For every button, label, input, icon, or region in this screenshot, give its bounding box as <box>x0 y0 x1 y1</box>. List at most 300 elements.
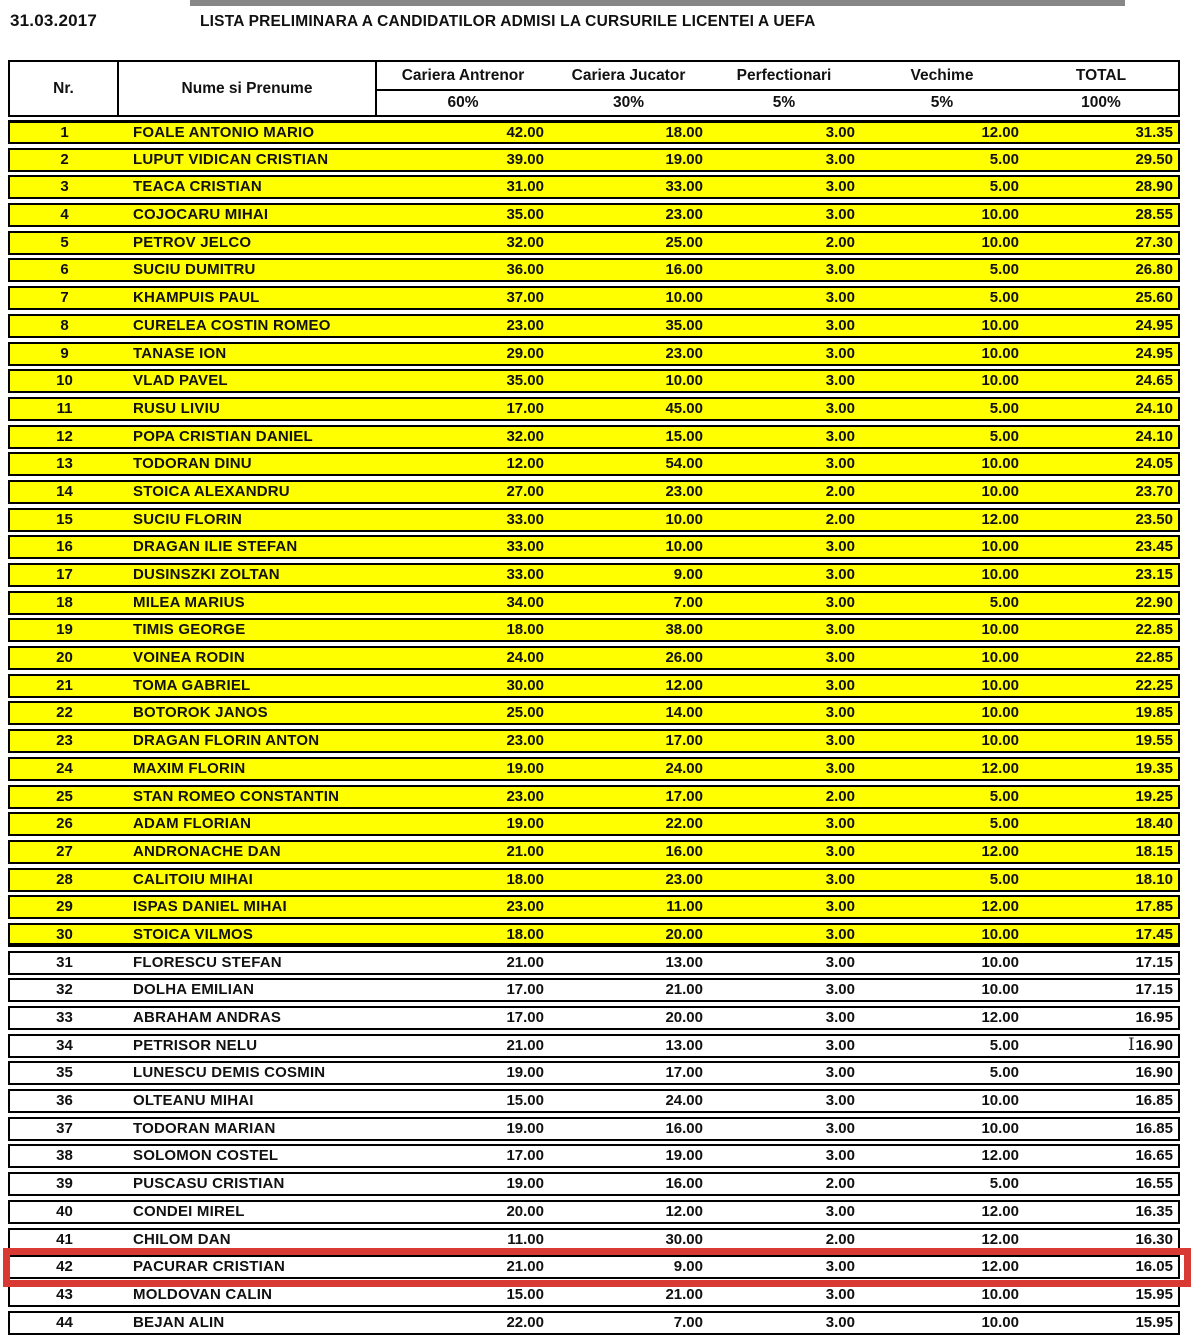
cariera-antrenor-score: 20.00 <box>506 1202 544 1220</box>
perfectionari-score: 3.00 <box>825 981 855 999</box>
perfectionari-score: 3.00 <box>825 316 855 334</box>
total-score: 28.90 <box>1135 178 1173 196</box>
total-score: 25.60 <box>1135 289 1173 307</box>
table-row <box>8 535 1180 559</box>
row-number: 18 <box>56 593 73 611</box>
row-number: 31 <box>56 953 73 971</box>
candidate-name: LUPUT VIDICAN CRISTIAN <box>133 150 329 168</box>
cariera-antrenor-score: 15.00 <box>506 1285 544 1303</box>
total-score: 15.95 <box>1135 1313 1173 1331</box>
total-score: 16.95 <box>1135 1009 1173 1026</box>
total-score: 27.30 <box>1135 233 1173 251</box>
vechime-score: 10.00 <box>981 732 1019 750</box>
perfectionari-score: 3.00 <box>825 676 855 694</box>
total-score: 17.15 <box>1135 981 1173 999</box>
row-number: 2 <box>60 150 69 168</box>
candidate-name: DOLHA EMILIAN <box>133 981 255 999</box>
perfectionari-score: 3.00 <box>825 566 855 583</box>
perfectionari-score: 3.00 <box>825 372 855 390</box>
total-score: 19.35 <box>1135 759 1173 777</box>
perfectionari-score: 3.00 <box>825 1036 855 1054</box>
cariera-jucator-score: 24.00 <box>665 759 703 777</box>
perfectionari-score: 3.00 <box>825 759 855 777</box>
cariera-antrenor-score: 12.00 <box>506 455 544 473</box>
total-score: 17.85 <box>1135 898 1173 916</box>
table-row <box>8 425 1180 449</box>
vechime-score: 5.00 <box>989 787 1019 805</box>
vechime-score: 12.00 <box>981 1009 1019 1026</box>
cariera-jucator-score: 26.00 <box>665 649 703 667</box>
vechime-score: 10.00 <box>981 566 1019 583</box>
table-rows <box>8 120 1180 1335</box>
row-number: 9 <box>60 344 69 362</box>
total-score: 19.25 <box>1135 787 1173 805</box>
vechime-score: 10.00 <box>981 1092 1019 1110</box>
row-number: 1 <box>60 124 69 141</box>
table-row <box>8 701 1180 725</box>
perfectionari-score: 3.00 <box>825 1147 855 1165</box>
vechime-score: 10.00 <box>981 372 1019 390</box>
cariera-antrenor-score: 17.00 <box>506 1009 544 1026</box>
vechime-score: 5.00 <box>989 261 1019 279</box>
total-score: 28.55 <box>1135 206 1173 224</box>
total-score: 16.90 <box>1135 1064 1173 1082</box>
perfectionari-score: 3.00 <box>825 289 855 307</box>
candidate-name: CONDEI MIREL <box>133 1202 245 1220</box>
vechime-score: 10.00 <box>981 206 1019 224</box>
perfectionari-score: 3.00 <box>825 870 855 888</box>
scan-artifact-strip <box>190 0 1125 6</box>
candidate-name: BEJAN ALIN <box>133 1313 225 1331</box>
total-score: 24.95 <box>1135 344 1173 362</box>
row-number: 25 <box>56 787 73 805</box>
total-score: 23.15 <box>1135 566 1173 583</box>
perfectionari-score: 3.00 <box>825 925 855 943</box>
cariera-jucator-score: 38.00 <box>665 621 703 639</box>
row-number: 37 <box>56 1119 73 1137</box>
candidate-name: ANDRONACHE DAN <box>133 842 281 860</box>
title-suffix: A CANDIDATILOR ADMISI LA CURSURILE LICENTEI A UEFA <box>357 13 816 30</box>
candidate-name: MAXIM FLORIN <box>133 759 246 777</box>
cariera-jucator-score: 45.00 <box>665 399 703 417</box>
total-score: 16.05 <box>1135 1258 1173 1276</box>
table-row <box>8 978 1180 1002</box>
total-score: 22.85 <box>1135 649 1173 667</box>
vechime-score: 10.00 <box>981 621 1019 639</box>
vechime-score: 12.00 <box>981 1147 1019 1165</box>
row-number: 4 <box>60 206 69 224</box>
vechime-score: 10.00 <box>981 649 1019 667</box>
table-row <box>8 591 1180 615</box>
perfectionari-score: 3.00 <box>825 953 855 971</box>
candidate-name: DRAGAN ILIE STEFAN <box>133 538 298 556</box>
vechime-score: 10.00 <box>981 455 1019 473</box>
cariera-jucator-score: 23.00 <box>665 482 703 500</box>
cariera-antrenor-score: 18.00 <box>506 621 544 639</box>
candidate-name: TOMA GABRIEL <box>133 676 251 694</box>
vechime-score: 5.00 <box>989 1064 1019 1082</box>
table-row <box>8 1172 1180 1196</box>
table-header <box>8 60 1180 117</box>
total-score: 19.85 <box>1135 704 1173 722</box>
vechime-score: 12.00 <box>981 759 1019 777</box>
perfectionari-score: 3.00 <box>825 732 855 750</box>
vechime-score: 10.00 <box>981 344 1019 362</box>
cariera-jucator-score: 11.00 <box>666 898 703 916</box>
table-row <box>8 868 1180 892</box>
total-score: 18.15 <box>1135 842 1173 860</box>
total-score: 23.70 <box>1135 482 1173 500</box>
cariera-antrenor-score: 15.00 <box>506 1092 544 1110</box>
row-number: 30 <box>56 925 73 943</box>
row-number: 34 <box>56 1036 73 1054</box>
perfectionari-score: 3.00 <box>825 1313 855 1331</box>
perfectionari-score: 3.00 <box>825 206 855 224</box>
vechime-score: 5.00 <box>989 427 1019 445</box>
cariera-jucator-score: 54.00 <box>665 455 703 473</box>
candidate-name: MOLDOVAN CALIN <box>133 1285 273 1303</box>
candidates-table <box>8 60 1180 1331</box>
vechime-score: 10.00 <box>981 482 1019 500</box>
table-row <box>8 342 1180 366</box>
table-row <box>8 203 1180 227</box>
total-score: 31.35 <box>1135 124 1173 141</box>
perfectionari-score: 3.00 <box>825 593 855 611</box>
cariera-antrenor-score: 35.00 <box>506 372 544 390</box>
cariera-antrenor-score: 11.00 <box>507 1230 544 1248</box>
document-date: 31.03.2017 <box>10 11 98 30</box>
candidate-name: CHILOM DAN <box>133 1230 231 1248</box>
total-score: 22.85 <box>1135 621 1173 639</box>
cariera-jucator-score: 23.00 <box>665 870 703 888</box>
row-number: 21 <box>56 676 73 694</box>
cariera-antrenor-score: 19.00 <box>506 759 544 777</box>
table-row <box>8 729 1180 753</box>
perfectionari-score: 3.00 <box>825 1092 855 1110</box>
vechime-score: 5.00 <box>989 399 1019 417</box>
table-row <box>8 120 1180 144</box>
table-row <box>8 397 1180 421</box>
candidate-name: PACURAR CRISTIAN <box>133 1258 286 1276</box>
table-row <box>8 646 1180 670</box>
total-score: 18.40 <box>1135 815 1173 833</box>
row-number: 26 <box>56 815 73 833</box>
table-row <box>8 757 1180 781</box>
candidate-name: TANASE ION <box>133 344 227 362</box>
perfectionari-score: 3.00 <box>825 1064 855 1082</box>
cariera-jucator-score: 17.00 <box>665 732 703 750</box>
row-number: 14 <box>56 482 73 500</box>
table-row <box>8 1061 1180 1085</box>
cariera-antrenor-score: 30.00 <box>506 676 544 694</box>
weight-cariera-antrenor: 60% <box>447 94 479 111</box>
row-number: 44 <box>56 1313 73 1331</box>
candidate-name: CALITOIU MIHAI <box>133 870 254 888</box>
cariera-antrenor-score: 33.00 <box>506 566 544 583</box>
header-score-labels <box>377 62 1178 91</box>
candidate-name: STAN ROMEO CONSTANTIN <box>133 787 340 805</box>
cariera-antrenor-score: 29.00 <box>506 344 544 362</box>
vechime-score: 12.00 <box>981 898 1019 916</box>
perfectionari-score: 3.00 <box>825 1202 855 1220</box>
cariera-jucator-score: 7.00 <box>673 593 703 611</box>
table-row <box>8 1034 1180 1058</box>
perfectionari-score: 3.00 <box>825 124 855 141</box>
cariera-antrenor-score: 21.00 <box>506 953 544 971</box>
cariera-jucator-score: 10.00 <box>665 538 703 556</box>
candidate-name: VOINEA RODIN <box>133 649 245 667</box>
candidate-name: SUCIU FLORIN <box>133 510 243 528</box>
total-score: 16.90 <box>1135 1036 1173 1054</box>
cariera-jucator-score: 20.00 <box>665 1009 703 1026</box>
vechime-score: 12.00 <box>981 1230 1019 1248</box>
cariera-antrenor-score: 34.00 <box>506 593 544 611</box>
vechime-score: 10.00 <box>981 1285 1019 1303</box>
table-row <box>8 1200 1180 1224</box>
perfectionari-score: 3.00 <box>825 399 855 417</box>
perfectionari-score: 3.00 <box>825 1119 855 1137</box>
cariera-antrenor-score: 19.00 <box>506 1064 544 1082</box>
cariera-antrenor-score: 32.00 <box>506 233 544 251</box>
row-number: 36 <box>56 1092 73 1110</box>
total-score: 17.45 <box>1135 925 1173 943</box>
header-score-columns <box>377 62 1178 115</box>
perfectionari-score: 2.00 <box>825 233 855 251</box>
table-row <box>8 674 1180 698</box>
row-number: 17 <box>56 566 73 583</box>
table-row <box>8 1006 1180 1030</box>
cariera-antrenor-score: 18.00 <box>506 925 544 943</box>
row-number: 29 <box>56 898 73 916</box>
vechime-score: 5.00 <box>989 593 1019 611</box>
total-score: 17.15 <box>1135 953 1173 971</box>
cariera-antrenor-score: 23.00 <box>506 732 544 750</box>
perfectionari-score: 2.00 <box>825 1175 855 1193</box>
vechime-score: 5.00 <box>989 815 1019 833</box>
total-score: 22.25 <box>1135 676 1173 694</box>
total-score: 16.85 <box>1135 1092 1173 1110</box>
total-score: 23.50 <box>1135 510 1173 528</box>
table-row <box>8 148 1180 172</box>
cariera-antrenor-score: 21.00 <box>506 842 544 860</box>
total-score: 18.10 <box>1135 870 1173 888</box>
header-name: Nume si Prenume <box>119 62 377 115</box>
cariera-antrenor-score: 42.00 <box>506 124 544 141</box>
vechime-score: 5.00 <box>989 178 1019 196</box>
table-row <box>8 258 1180 282</box>
candidate-name: KHAMPUIS PAUL <box>133 289 260 307</box>
perfectionari-score: 2.00 <box>825 787 855 805</box>
candidate-name: LUNESCU DEMIS COSMIN <box>133 1064 326 1082</box>
perfectionari-score: 3.00 <box>825 1285 855 1303</box>
candidate-name: VLAD PAVEL <box>133 372 228 390</box>
row-number: 8 <box>60 316 69 334</box>
total-score: 24.95 <box>1135 316 1173 334</box>
cariera-jucator-score: 10.00 <box>665 372 703 390</box>
cariera-antrenor-score: 19.00 <box>506 1175 544 1193</box>
table-row <box>8 923 1180 947</box>
perfectionari-score: 3.00 <box>825 261 855 279</box>
vechime-score: 5.00 <box>989 870 1019 888</box>
cariera-antrenor-score: 17.00 <box>506 981 544 999</box>
candidate-name: TODORAN MARIAN <box>133 1119 276 1137</box>
row-number: 12 <box>56 427 73 445</box>
vechime-score: 5.00 <box>989 150 1019 168</box>
perfectionari-score: 2.00 <box>825 1230 855 1248</box>
weight-perfectionari: 5% <box>772 94 796 111</box>
cariera-jucator-score: 12.00 <box>665 1202 703 1220</box>
table-row <box>8 1283 1180 1307</box>
row-number: 13 <box>56 455 73 473</box>
row-number: 41 <box>56 1230 73 1248</box>
candidate-name: COJOCARU MIHAI <box>133 206 269 224</box>
candidate-name: DUSINSZKI ZOLTAN <box>133 566 280 583</box>
table-row <box>8 812 1180 836</box>
total-score: 16.55 <box>1135 1175 1173 1193</box>
total-score: 23.45 <box>1135 538 1173 556</box>
total-score: 19.55 <box>1135 732 1173 750</box>
cariera-jucator-score: 13.00 <box>665 953 703 971</box>
row-number: 10 <box>56 372 73 390</box>
total-score: 15.95 <box>1135 1285 1173 1303</box>
cariera-antrenor-score: 31.00 <box>506 178 544 196</box>
header-perfectionari: Perfectionari <box>736 66 832 84</box>
candidate-name: FOALE ANTONIO MARIO <box>133 124 315 141</box>
cariera-jucator-score: 16.00 <box>665 1119 703 1137</box>
perfectionari-score: 3.00 <box>825 344 855 362</box>
candidate-name: PUSCASU CRISTIAN <box>133 1175 285 1193</box>
cariera-antrenor-score: 23.00 <box>506 316 544 334</box>
row-number: 6 <box>60 261 69 279</box>
total-score: 24.10 <box>1135 427 1173 445</box>
table-row <box>8 508 1180 532</box>
vechime-score: 12.00 <box>981 842 1019 860</box>
total-score: 16.85 <box>1135 1119 1173 1137</box>
table-row <box>8 1117 1180 1141</box>
cariera-antrenor-score: 22.00 <box>506 1313 544 1331</box>
row-number: 43 <box>56 1285 73 1303</box>
candidate-name: MILEA MARIUS <box>133 593 245 611</box>
header-cariera-jucator: Cariera Jucator <box>571 66 686 84</box>
candidate-name: TIMIS GEORGE <box>133 621 246 639</box>
cariera-jucator-score: 25.00 <box>665 233 703 251</box>
cariera-jucator-score: 21.00 <box>665 981 703 999</box>
candidate-name: TEACA CRISTIAN <box>133 178 262 196</box>
cariera-jucator-score: 9.00 <box>673 1258 703 1276</box>
candidate-name: OLTEANU MIHAI <box>133 1092 254 1110</box>
perfectionari-score: 3.00 <box>825 704 855 722</box>
total-score: 16.35 <box>1135 1202 1173 1220</box>
perfectionari-score: 3.00 <box>825 649 855 667</box>
cariera-jucator-score: 18.00 <box>665 124 703 141</box>
cariera-jucator-score: 19.00 <box>665 150 703 168</box>
candidate-name: RUSU LIVIU <box>133 399 221 417</box>
row-number: 28 <box>56 870 73 888</box>
total-score: 22.90 <box>1135 593 1173 611</box>
table-row <box>8 895 1180 919</box>
page-title <box>200 13 816 31</box>
cariera-antrenor-score: 33.00 <box>506 538 544 556</box>
row-number: 42 <box>56 1258 73 1276</box>
cariera-antrenor-score: 24.00 <box>506 649 544 667</box>
weight-cariera-jucator: 30% <box>612 94 645 111</box>
cariera-jucator-score: 17.00 <box>665 787 703 805</box>
table-row <box>8 369 1180 393</box>
table-row <box>8 452 1180 476</box>
candidate-name: STOICA VILMOS <box>133 925 254 943</box>
perfectionari-score: 3.00 <box>825 621 855 639</box>
cariera-jucator-score: 16.00 <box>665 842 703 860</box>
perfectionari-score: 3.00 <box>825 842 855 860</box>
candidate-name: BOTOROK JANOS <box>133 704 268 722</box>
table-row <box>8 480 1180 504</box>
perfectionari-score: 3.00 <box>825 178 855 196</box>
cariera-antrenor-score: 17.00 <box>506 399 544 417</box>
table-row <box>8 951 1180 975</box>
perfectionari-score: 3.00 <box>825 150 855 168</box>
perfectionari-score: 3.00 <box>825 1258 855 1276</box>
cariera-jucator-score: 21.00 <box>665 1285 703 1303</box>
total-score: 29.50 <box>1135 150 1173 168</box>
candidate-name: PETROV JELCO <box>133 233 252 251</box>
row-number: 3 <box>60 178 69 196</box>
vechime-score: 10.00 <box>981 233 1019 251</box>
cariera-jucator-score: 13.00 <box>665 1036 703 1054</box>
cariera-jucator-score: 30.00 <box>665 1230 703 1248</box>
row-number: 11 <box>56 399 73 417</box>
perfectionari-score: 3.00 <box>825 427 855 445</box>
row-number: 40 <box>56 1202 73 1220</box>
table-row <box>8 1144 1180 1168</box>
vechime-score: 10.00 <box>981 316 1019 334</box>
vechime-score: 10.00 <box>981 981 1019 999</box>
cariera-jucator-score: 15.00 <box>665 427 703 445</box>
header-score-weights <box>377 91 1178 115</box>
candidate-name: CURELEA COSTIN ROMEO <box>133 316 331 334</box>
vechime-score: 12.00 <box>981 1202 1019 1220</box>
cariera-jucator-score: 23.00 <box>665 206 703 224</box>
table-row <box>8 618 1180 642</box>
table-row <box>8 1089 1180 1113</box>
perfectionari-score: 3.00 <box>825 538 855 556</box>
cariera-antrenor-score: 39.00 <box>506 150 544 168</box>
total-score: 24.65 <box>1135 372 1173 390</box>
candidate-name: POPA CRISTIAN DANIEL <box>133 427 313 445</box>
cariera-jucator-score: 12.00 <box>665 676 703 694</box>
cariera-antrenor-score: 21.00 <box>506 1036 544 1054</box>
cariera-jucator-score: 35.00 <box>665 316 703 334</box>
vechime-score: 10.00 <box>981 676 1019 694</box>
cariera-antrenor-score: 32.00 <box>506 427 544 445</box>
cariera-antrenor-score: 21.00 <box>506 1258 544 1276</box>
perfectionari-score: 3.00 <box>825 815 855 833</box>
weight-total: 100% <box>1081 94 1121 111</box>
header-vechime: Vechime <box>910 66 974 84</box>
vechime-score: 10.00 <box>981 1313 1019 1331</box>
table-row <box>8 1228 1180 1252</box>
total-score: 24.05 <box>1135 455 1173 473</box>
cariera-antrenor-score: 23.00 <box>506 898 544 916</box>
table-row <box>8 1311 1180 1335</box>
row-number: 23 <box>56 732 73 750</box>
cariera-antrenor-score: 17.00 <box>506 1147 544 1165</box>
vechime-score: 12.00 <box>981 510 1019 528</box>
cariera-antrenor-score: 37.00 <box>506 289 544 307</box>
vechime-score: 5.00 <box>989 1036 1019 1054</box>
cariera-jucator-score: 19.00 <box>665 1147 703 1165</box>
row-number: 33 <box>56 1009 73 1026</box>
vechime-score: 10.00 <box>981 953 1019 971</box>
